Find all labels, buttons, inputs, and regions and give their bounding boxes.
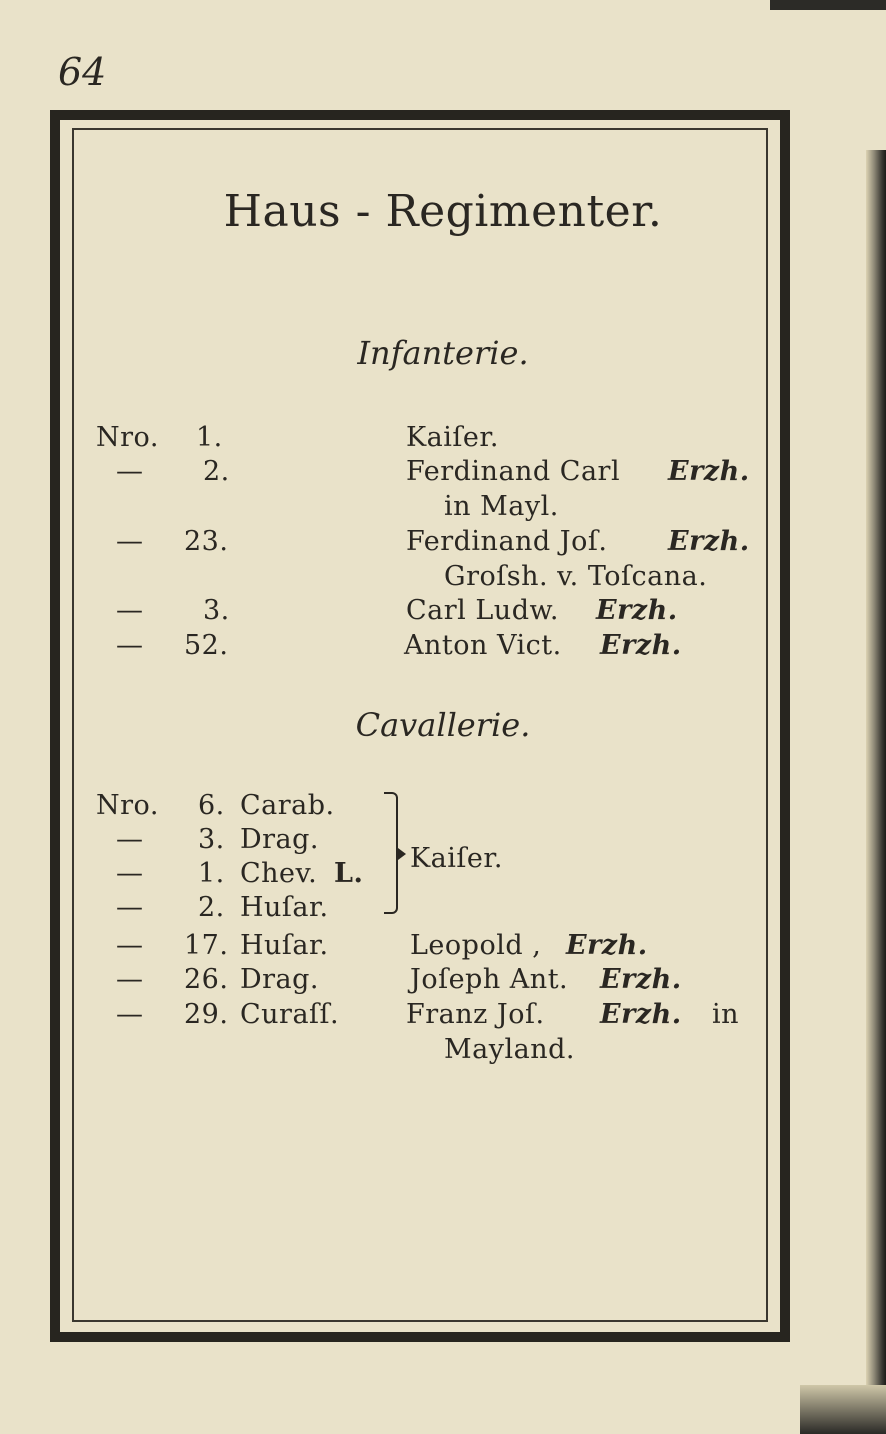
row-prefix: Nro. — [96, 422, 159, 453]
row-name: Carl Ludw. — [406, 595, 559, 626]
row-prefix: — — [116, 964, 144, 995]
row-title: Erzh. — [668, 526, 750, 557]
row-number: 6. — [198, 790, 225, 821]
grouped-label: Kaiſer. — [410, 843, 503, 874]
page-edge-top — [770, 0, 886, 10]
row-type: Huſar. — [240, 892, 329, 923]
page-number: 64 — [58, 50, 107, 94]
row-type: Huſar. — [240, 930, 329, 961]
row-type: Curaſſ. — [240, 999, 340, 1030]
row-name: Joſeph Ant. — [410, 964, 569, 995]
row-title: Erzh. — [668, 456, 750, 487]
row-continuation: Mayland. — [444, 1034, 575, 1065]
section-heading-infanterie: Infanterie. — [357, 334, 529, 372]
page-edge-bottom — [800, 1385, 886, 1434]
row-number: 26. — [184, 964, 229, 995]
row-name: Ferdinand Joſ. — [406, 526, 608, 557]
row-after: in — [712, 999, 740, 1030]
row-prefix: — — [116, 858, 144, 889]
row-name: Anton Vict. — [404, 630, 562, 661]
row-prefix: — — [116, 999, 144, 1030]
row-prefix: — — [116, 824, 144, 855]
row-title: Erzh. — [600, 999, 682, 1030]
row-number: 3. — [203, 595, 230, 626]
section-heading-cavallerie: Cavallerie. — [355, 706, 531, 744]
row-type: Drag. — [240, 824, 320, 855]
grouping-brace-tip — [398, 848, 406, 860]
row-number: 3. — [198, 824, 225, 855]
row-type: Chev. — [240, 858, 318, 889]
row-prefix: — — [116, 630, 144, 661]
row-name: Kaiſer. — [406, 422, 499, 453]
row-continuation: Groſsh. v. Toſcana. — [444, 561, 708, 592]
row-prefix: — — [116, 595, 144, 626]
row-name: Ferdinand Carl — [406, 456, 621, 487]
row-number: 1. — [196, 422, 223, 453]
row-title: Erzh. — [596, 595, 678, 626]
row-number: 17. — [184, 930, 229, 961]
row-prefix: — — [116, 456, 144, 487]
grouping-brace — [384, 792, 398, 914]
row-prefix: — — [116, 892, 144, 923]
row-number: 52. — [184, 630, 229, 661]
row-title: Erzh. — [566, 930, 648, 961]
row-number: 2. — [203, 456, 230, 487]
row-number: 1. — [198, 858, 225, 889]
row-title: Erzh. — [600, 964, 682, 995]
row-prefix: — — [116, 930, 144, 961]
row-number: 23. — [184, 526, 229, 557]
row-name: Leopold , — [410, 930, 542, 961]
row-number: 2. — [198, 892, 225, 923]
page-title: Haus - Regimenter. — [223, 186, 663, 237]
row-type: Carab. — [240, 790, 335, 821]
row-continuation: in Mayl. — [444, 491, 559, 522]
row-name: Franz Joſ. — [406, 999, 545, 1030]
row-prefix: — — [116, 526, 144, 557]
row-title: Erzh. — [600, 630, 682, 661]
row-number: 29. — [184, 999, 229, 1030]
row-prefix: Nro. — [96, 790, 159, 821]
row-suffix: L. — [334, 858, 364, 889]
row-type: Drag. — [240, 964, 320, 995]
